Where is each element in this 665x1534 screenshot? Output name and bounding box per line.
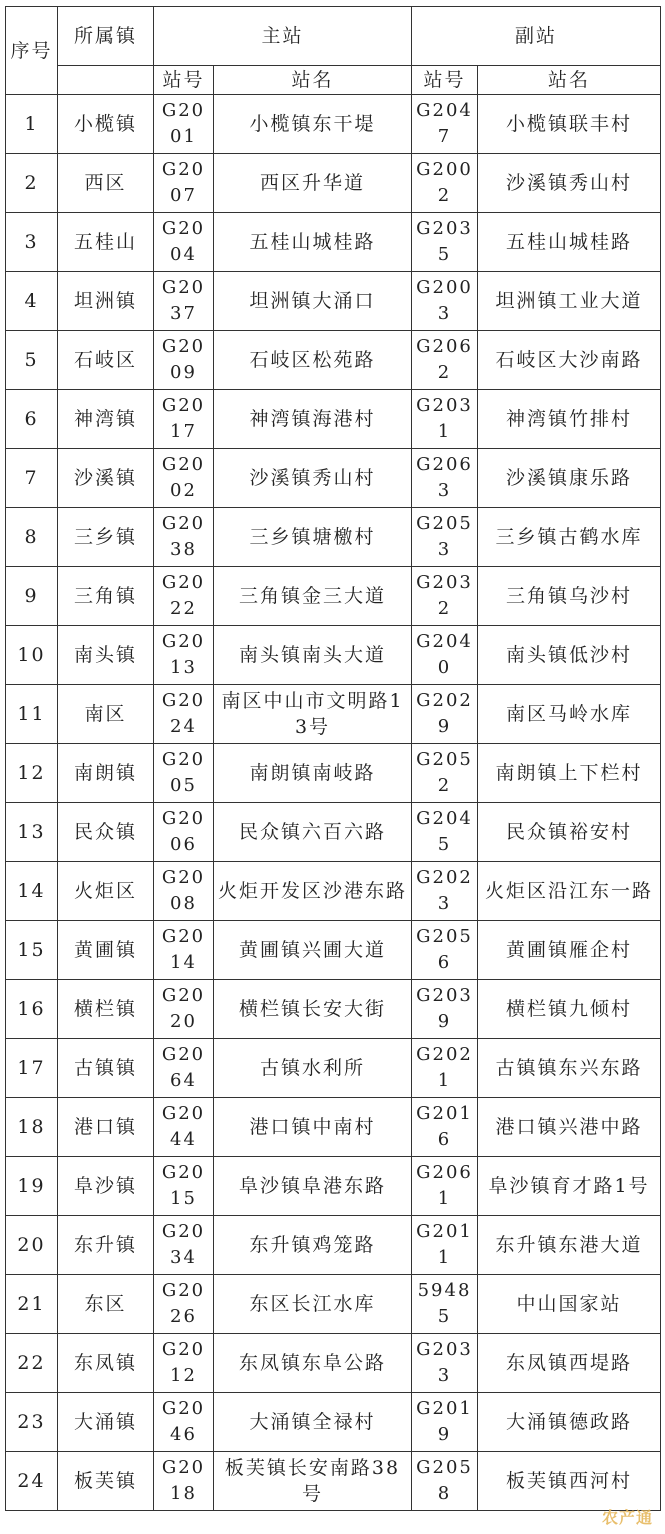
sub-station-name-cell: 南朗镇上下栏村 bbox=[478, 744, 661, 803]
row-index-cell: 21 bbox=[6, 1275, 58, 1334]
table-row bbox=[6, 449, 661, 508]
sub-station-name-cell: 东升镇东港大道 bbox=[478, 1216, 661, 1275]
sub-station-name-cell: 石岐区大沙南路 bbox=[478, 331, 661, 390]
table-row bbox=[6, 95, 661, 154]
row-index-cell: 1 bbox=[6, 95, 58, 154]
sub-station-name-cell: 五桂山城桂路 bbox=[478, 213, 661, 272]
sub-station-code-cell: G2003 bbox=[412, 272, 478, 331]
main-station-code-cell: G2026 bbox=[154, 1275, 214, 1334]
town-cell: 石岐区 bbox=[58, 331, 154, 390]
sub-station-name-cell: 中山国家站 bbox=[478, 1275, 661, 1334]
main-station-name-cell: 神湾镇海港村 bbox=[214, 390, 412, 449]
table-row bbox=[6, 390, 661, 449]
sub-station-code-cell: G2021 bbox=[412, 1039, 478, 1098]
sub-station-code-cell: G2061 bbox=[412, 1157, 478, 1216]
main-station-name-cell: 石岐区松苑路 bbox=[214, 331, 412, 390]
sub-station-code-cell: G2032 bbox=[412, 567, 478, 626]
table-row bbox=[6, 331, 661, 390]
row-index-cell: 22 bbox=[6, 1334, 58, 1393]
sub-station-code-cell: G2031 bbox=[412, 390, 478, 449]
table-row bbox=[6, 862, 661, 921]
main-station-code-cell: G2009 bbox=[154, 331, 214, 390]
sub-station-code-cell: G2029 bbox=[412, 685, 478, 744]
town-cell: 黄圃镇 bbox=[58, 921, 154, 980]
main-station-name-cell: 三角镇金三大道 bbox=[214, 567, 412, 626]
sub-station-name-cell: 南头镇低沙村 bbox=[478, 626, 661, 685]
table-row bbox=[6, 567, 661, 626]
main-station-code-cell: G2014 bbox=[154, 921, 214, 980]
main-station-name-cell: 南区中山市文明路13号 bbox=[214, 685, 412, 744]
row-index-cell: 5 bbox=[6, 331, 58, 390]
town-cell: 火炬区 bbox=[58, 862, 154, 921]
sub-station-code-cell: G2056 bbox=[412, 921, 478, 980]
town-cell: 民众镇 bbox=[58, 803, 154, 862]
sub-station-code-cell: G2033 bbox=[412, 1334, 478, 1393]
row-index-cell: 12 bbox=[6, 744, 58, 803]
header-main-station: 主站 bbox=[154, 7, 412, 66]
main-station-code-cell: G2018 bbox=[154, 1452, 214, 1511]
header-main-code: 站号 bbox=[154, 66, 214, 95]
main-station-code-cell: G2001 bbox=[154, 95, 214, 154]
sub-station-name-cell: 沙溪镇秀山村 bbox=[478, 154, 661, 213]
row-index-cell: 18 bbox=[6, 1098, 58, 1157]
sub-station-code-cell: G2039 bbox=[412, 980, 478, 1039]
header-main-name: 站名 bbox=[214, 66, 412, 95]
town-cell: 三乡镇 bbox=[58, 508, 154, 567]
watermark-logo: 农产通 bbox=[601, 1508, 653, 1527]
table-row bbox=[6, 1393, 661, 1452]
main-station-name-cell: 南头镇南头大道 bbox=[214, 626, 412, 685]
main-station-code-cell: G2015 bbox=[154, 1157, 214, 1216]
row-index-cell: 2 bbox=[6, 154, 58, 213]
main-station-code-cell: G2012 bbox=[154, 1334, 214, 1393]
sub-station-code-cell: G2058 bbox=[412, 1452, 478, 1511]
town-cell: 小榄镇 bbox=[58, 95, 154, 154]
main-station-name-cell: 三乡镇塘檄村 bbox=[214, 508, 412, 567]
row-index-cell: 14 bbox=[6, 862, 58, 921]
town-cell: 南朗镇 bbox=[58, 744, 154, 803]
main-station-name-cell: 港口镇中南村 bbox=[214, 1098, 412, 1157]
main-station-name-cell: 小榄镇东干堤 bbox=[214, 95, 412, 154]
town-cell: 板芙镇 bbox=[58, 1452, 154, 1511]
main-station-name-cell: 民众镇六百六路 bbox=[214, 803, 412, 862]
table-row bbox=[6, 626, 661, 685]
sub-station-name-cell: 火炬区沿江东一路 bbox=[478, 862, 661, 921]
main-station-code-cell: G2013 bbox=[154, 626, 214, 685]
sub-station-name-cell: 三角镇乌沙村 bbox=[478, 567, 661, 626]
main-station-code-cell: G2006 bbox=[154, 803, 214, 862]
main-station-name-cell: 五桂山城桂路 bbox=[214, 213, 412, 272]
town-cell: 坦洲镇 bbox=[58, 272, 154, 331]
sub-station-code-cell: G2047 bbox=[412, 95, 478, 154]
sub-station-code-cell: G2045 bbox=[412, 803, 478, 862]
sub-station-name-cell: 阜沙镇育才路1号 bbox=[478, 1157, 661, 1216]
main-station-name-cell: 东凤镇东阜公路 bbox=[214, 1334, 412, 1393]
main-station-code-cell: G2044 bbox=[154, 1098, 214, 1157]
town-cell: 三角镇 bbox=[58, 567, 154, 626]
main-station-name-cell: 西区升华道 bbox=[214, 154, 412, 213]
station-table bbox=[5, 6, 661, 1511]
row-index-cell: 17 bbox=[6, 1039, 58, 1098]
header-sub-name: 站名 bbox=[478, 66, 661, 95]
town-cell: 大涌镇 bbox=[58, 1393, 154, 1452]
main-station-code-cell: G2017 bbox=[154, 390, 214, 449]
town-cell: 沙溪镇 bbox=[58, 449, 154, 508]
sub-station-code-cell: G2063 bbox=[412, 449, 478, 508]
header-town: 所属镇 bbox=[58, 7, 154, 66]
sub-station-code-cell: 59485 bbox=[412, 1275, 478, 1334]
sub-station-name-cell: 古镇镇东兴东路 bbox=[478, 1039, 661, 1098]
main-station-name-cell: 东区长江水库 bbox=[214, 1275, 412, 1334]
sub-station-name-cell: 板芙镇西河村 bbox=[478, 1452, 661, 1511]
town-cell: 南区 bbox=[58, 685, 154, 744]
sub-station-code-cell: G2062 bbox=[412, 331, 478, 390]
header-row-sub bbox=[6, 66, 661, 95]
table-row bbox=[6, 1216, 661, 1275]
town-cell: 西区 bbox=[58, 154, 154, 213]
main-station-code-cell: G2002 bbox=[154, 449, 214, 508]
header-sub-code: 站号 bbox=[412, 66, 478, 95]
row-index-cell: 24 bbox=[6, 1452, 58, 1511]
main-station-code-cell: G2004 bbox=[154, 213, 214, 272]
table-row bbox=[6, 980, 661, 1039]
main-station-code-cell: G2020 bbox=[154, 980, 214, 1039]
row-index-cell: 3 bbox=[6, 213, 58, 272]
sub-station-name-cell: 横栏镇九倾村 bbox=[478, 980, 661, 1039]
sub-station-code-cell: G2035 bbox=[412, 213, 478, 272]
sub-station-code-cell: G2016 bbox=[412, 1098, 478, 1157]
town-cell: 东升镇 bbox=[58, 1216, 154, 1275]
sub-station-name-cell: 黄圃镇雁企村 bbox=[478, 921, 661, 980]
main-station-name-cell: 沙溪镇秀山村 bbox=[214, 449, 412, 508]
main-station-code-cell: G2005 bbox=[154, 744, 214, 803]
sub-station-name-cell: 民众镇裕安村 bbox=[478, 803, 661, 862]
main-station-name-cell: 阜沙镇阜港东路 bbox=[214, 1157, 412, 1216]
sub-station-name-cell: 坦洲镇工业大道 bbox=[478, 272, 661, 331]
sub-station-name-cell: 小榄镇联丰村 bbox=[478, 95, 661, 154]
town-cell: 港口镇 bbox=[58, 1098, 154, 1157]
sub-station-name-cell: 港口镇兴港中路 bbox=[478, 1098, 661, 1157]
sub-station-code-cell: G2002 bbox=[412, 154, 478, 213]
sub-station-code-cell: G2052 bbox=[412, 744, 478, 803]
main-station-name-cell: 火炬开发区沙港东路 bbox=[214, 862, 412, 921]
main-station-name-cell: 横栏镇长安大街 bbox=[214, 980, 412, 1039]
row-index-cell: 20 bbox=[6, 1216, 58, 1275]
row-index-cell: 19 bbox=[6, 1157, 58, 1216]
sub-station-name-cell: 三乡镇古鹤水库 bbox=[478, 508, 661, 567]
header-row-top bbox=[6, 7, 661, 66]
main-station-code-cell: G2064 bbox=[154, 1039, 214, 1098]
main-station-name-cell: 大涌镇全禄村 bbox=[214, 1393, 412, 1452]
row-index-cell: 8 bbox=[6, 508, 58, 567]
table-row bbox=[6, 1039, 661, 1098]
main-station-code-cell: G2037 bbox=[154, 272, 214, 331]
main-station-code-cell: G2007 bbox=[154, 154, 214, 213]
town-cell: 横栏镇 bbox=[58, 980, 154, 1039]
row-index-cell: 9 bbox=[6, 567, 58, 626]
town-cell: 阜沙镇 bbox=[58, 1157, 154, 1216]
table-row bbox=[6, 744, 661, 803]
table-row bbox=[6, 154, 661, 213]
table-row bbox=[6, 1452, 661, 1511]
table-row bbox=[6, 685, 661, 744]
header-town-blank bbox=[58, 66, 154, 95]
sub-station-code-cell: G2053 bbox=[412, 508, 478, 567]
main-station-code-cell: G2038 bbox=[154, 508, 214, 567]
sub-station-code-cell: G2023 bbox=[412, 862, 478, 921]
row-index-cell: 16 bbox=[6, 980, 58, 1039]
table-row bbox=[6, 1157, 661, 1216]
sub-station-name-cell: 大涌镇德政路 bbox=[478, 1393, 661, 1452]
sub-station-name-cell: 神湾镇竹排村 bbox=[478, 390, 661, 449]
main-station-name-cell: 南朗镇南岐路 bbox=[214, 744, 412, 803]
sub-station-name-cell: 沙溪镇康乐路 bbox=[478, 449, 661, 508]
town-cell: 南头镇 bbox=[58, 626, 154, 685]
sub-station-code-cell: G2040 bbox=[412, 626, 478, 685]
table-row bbox=[6, 1334, 661, 1393]
town-cell: 东区 bbox=[58, 1275, 154, 1334]
row-index-cell: 15 bbox=[6, 921, 58, 980]
main-station-code-cell: G2022 bbox=[154, 567, 214, 626]
town-cell: 神湾镇 bbox=[58, 390, 154, 449]
town-cell: 东凤镇 bbox=[58, 1334, 154, 1393]
table-row bbox=[6, 1275, 661, 1334]
main-station-code-cell: G2024 bbox=[154, 685, 214, 744]
row-index-cell: 6 bbox=[6, 390, 58, 449]
table-row bbox=[6, 1098, 661, 1157]
main-station-name-cell: 东升镇鸡笼路 bbox=[214, 1216, 412, 1275]
table-row bbox=[6, 508, 661, 567]
table-row bbox=[6, 272, 661, 331]
sub-station-code-cell: G2011 bbox=[412, 1216, 478, 1275]
sub-station-name-cell: 东凤镇西堤路 bbox=[478, 1334, 661, 1393]
main-station-name-cell: 黄圃镇兴圃大道 bbox=[214, 921, 412, 980]
table-row bbox=[6, 803, 661, 862]
row-index-cell: 7 bbox=[6, 449, 58, 508]
sub-station-code-cell: G2019 bbox=[412, 1393, 478, 1452]
row-index-cell: 11 bbox=[6, 685, 58, 744]
row-index-cell: 23 bbox=[6, 1393, 58, 1452]
main-station-name-cell: 古镇水利所 bbox=[214, 1039, 412, 1098]
row-index-cell: 13 bbox=[6, 803, 58, 862]
table-row bbox=[6, 213, 661, 272]
header-sub-station: 副站 bbox=[412, 7, 661, 66]
town-cell: 古镇镇 bbox=[58, 1039, 154, 1098]
row-index-cell: 4 bbox=[6, 272, 58, 331]
main-station-code-cell: G2008 bbox=[154, 862, 214, 921]
main-station-name-cell: 坦洲镇大涌口 bbox=[214, 272, 412, 331]
town-cell: 五桂山 bbox=[58, 213, 154, 272]
sub-station-name-cell: 南区马岭水库 bbox=[478, 685, 661, 744]
header-index: 序号 bbox=[6, 7, 58, 95]
main-station-name-cell: 板芙镇长安南路38号 bbox=[214, 1452, 412, 1511]
main-station-code-cell: G2034 bbox=[154, 1216, 214, 1275]
row-index-cell: 10 bbox=[6, 626, 58, 685]
main-station-code-cell: G2046 bbox=[154, 1393, 214, 1452]
table-row bbox=[6, 921, 661, 980]
